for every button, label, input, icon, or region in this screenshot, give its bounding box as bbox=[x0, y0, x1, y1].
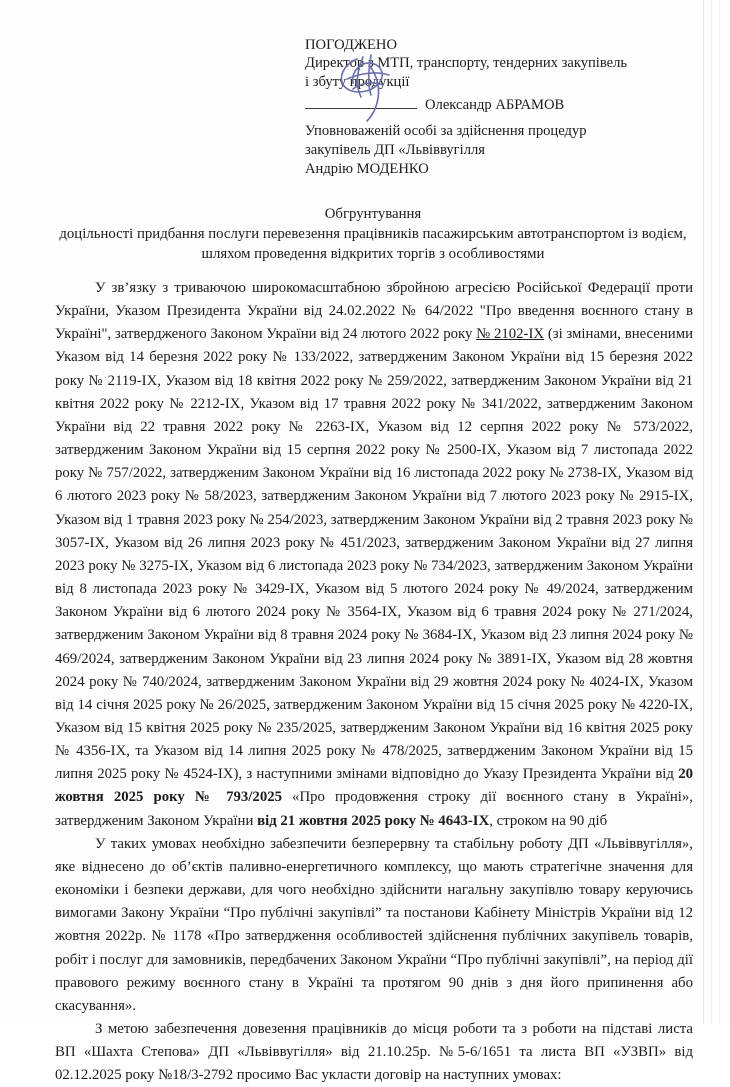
addressee-block bbox=[305, 122, 705, 179]
paragraph-1-part-b: (зі змінами, внесеними Указом від 14 березня 2022 року № 133/2022, затвердженим Законом України від 15 березня 2022 року № 2119-IX, Указом від 18 квітня 2022 року № 259/2022, затвердженим Законом України від 21 квітня 2022 року № 2212-IX, Указом від 17 травня 2022 року № 341/2022, затвердженим Законом України від 22 травня 2022 року № 2263-IX, Указом від 12 серпня 2022 року № 573/2022, затвердженим Законом України від 15 серпня 2022 року № 2500-IX, Указом від 7 листопада 2022 року № 757/2022, затвердженим Законом України від 16 листопада 2022 року № 2738-IX, Указом від 6 лютого 2023 року № 58/2023, затвердженим Законом України від 7 лютого 2023 року № 2915-IX, Указом від 1 травня 2023 року № 254/2023, затвердженим Законом України від 2 травня 2023 року № 3057-IX, Указом від 26 липня 2023 року № 451/2023, затвердженим Законом України від 27 липня 2023 року № 3275-IX, Указом від 6 листопада 2023 року № 734/2023, затвердженим Законом України від 8 листопада 2023 року № 3429-IX, Указом від 5 лютого 2024 року № 49/2024, затвердженим Законом України від 6 лютого 2024 року № 3564-IX, Указом від 6 травня 2024 року № 271/2024, затвердженим Законом України від 8 травня 2024 року № 3684-IX, Указом від 23 липня 2024 року № 469/2024, затвердженим Законом України від 23 липня 2024 року № 3891-IX, Указом від 28 жовтня 2024 року № 740/2024, затвердженим Законом України від 29 жовтня 2024 року № 4024-IX, Указом від 14 січня 2025 року № 26/2025, затвердженим Законом України від 15 січня 2025 року № 4220-IX, Указом від 15 квітня 2025 року № 235/2025, затвердженим Законом України від 16 квітня 2025 року № 4356-IX, та Указом від 14 липня 2025 року № 478/2025, затвердженим Законом України від 15 липня 2025 року № 4524-IX), з наступними змінами відповідно до Указу Президента України від bbox=[55, 326, 693, 783]
paragraph-1-part-d: , строком на 90 діб bbox=[489, 812, 608, 829]
law-number-underlined: № 2102-IX bbox=[476, 326, 545, 343]
signature-rule bbox=[305, 93, 417, 109]
approval-position-line-2: і збуту продукції bbox=[305, 73, 410, 90]
decree-reference-bold: 20 жовтня 2025 року № 793/2025 bbox=[55, 766, 693, 806]
document-title-block bbox=[55, 205, 691, 265]
addressee-line-2: закупівель ДП «Львіввугілля bbox=[305, 141, 485, 158]
paragraph-justification: У таких умовах необхідно забезпечити безперервну та стабільну роботу ДП «Львіввугілля», яке віднесено до об’єктів паливно-енергетичного комплексу, що мають стратегічне значення для економіки і безпеки держави, для чого необхідно здійснити нагальну закупівлю товару керуючись вимогами Закону України “Про публічні закупівлі” та постанови Кабінету Міністрів України від 12 жовтня 2022р. № 1178 «Про затвердження особливостей здійснення публічних закупівель товарів, робіт і послуг для замовників, передбачених Законом України “Про публічні закупівлі”, на період дії правового режиму воєнного стану в Україні та протягом 90 днів з дня його припинення або скасування». bbox=[55, 835, 693, 1014]
paragraph-1-part-a: У зв’язку з триваючою широкомасштабною збройною агресією Російської Федерації проти України, Указом Президента України від 24.02.2022 № 64/2022 "Про введення воєнного стану в Україні", затвердженого Законом України від 24 лютого 2022 року bbox=[55, 280, 693, 343]
scan-artifact-line bbox=[719, 0, 720, 1024]
law-reference-bold: від 21 жовтня 2025 року № 4643-IX bbox=[257, 812, 490, 829]
signer-name: Олександр АБРАМОВ bbox=[425, 97, 565, 114]
document-body bbox=[55, 277, 693, 1087]
paragraph-request: З метою забезпечення довезення працівників до місця роботи та з роботи на підставі листа ВП «Шахта Степова» ДП «Львіввугілля» від 21.10.25р. №5-6/1651 та листа ВП «УЗВП» від 02.12.2025 року №18/3-2792 просимо Вас укласти договір на наступних умовах: bbox=[55, 1021, 693, 1084]
addressee-line-3: Андрію МОДЕНКО bbox=[305, 160, 429, 177]
paragraph-1-part-c: «Про продовження строку дії воєнного стану в Україні», затвердженим Законом України bbox=[55, 789, 693, 829]
document-subtitle-line-1: доцільності придбання послуги перевезення працівників пасажирським автотранспортом із водієм, bbox=[59, 225, 687, 242]
paragraph-legal-basis bbox=[55, 277, 693, 833]
signature-row bbox=[305, 93, 705, 115]
approval-block bbox=[305, 36, 705, 115]
approval-position-line-1: Директор з МТП, транспорту, тендерних закупівель bbox=[305, 55, 628, 72]
approval-heading: ПОГОДЖЕНО bbox=[305, 37, 397, 53]
addressee-line-1: Уповноваженій особі за здійснення процедур bbox=[305, 123, 587, 139]
document-subtitle-line-2: шляхом проведення відкритих торгів з особливостями bbox=[201, 245, 545, 262]
scan-artifact-line bbox=[711, 0, 712, 1024]
document-title: Обгрунтування bbox=[324, 206, 422, 222]
